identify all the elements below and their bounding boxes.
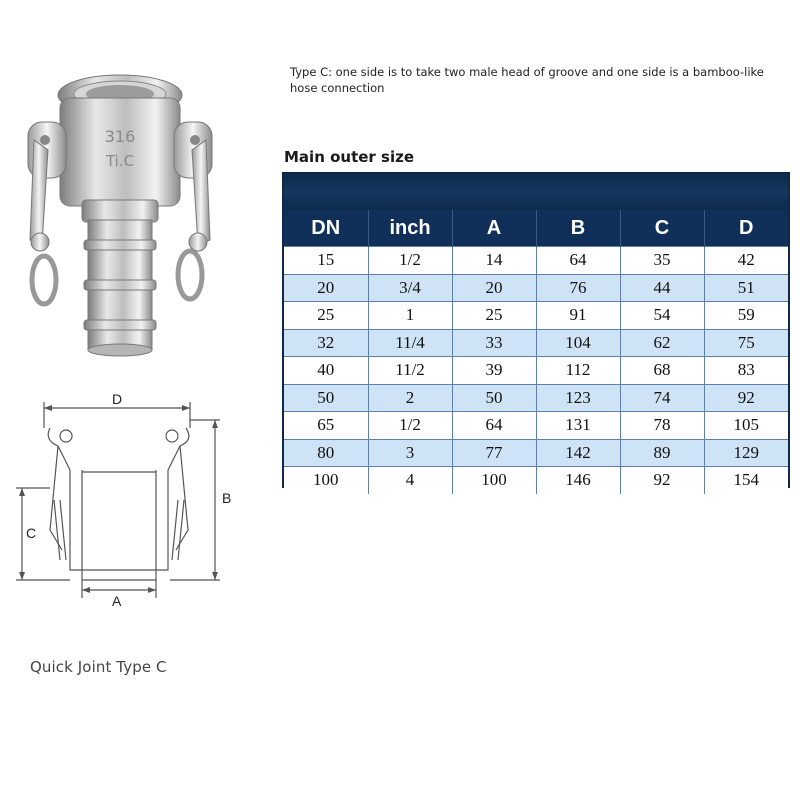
cell: 83 (704, 357, 788, 385)
cell: 154 (704, 467, 788, 494)
header-b: B (536, 210, 620, 247)
cell: 123 (536, 384, 620, 412)
cell: 25 (284, 302, 368, 330)
table-row (284, 274, 788, 302)
cell: 92 (620, 467, 704, 494)
cell: 33 (452, 329, 536, 357)
cell: 112 (536, 357, 620, 385)
cell: 1/2 (368, 412, 452, 440)
cell: 20 (452, 274, 536, 302)
table-row (284, 302, 788, 330)
cell: 50 (452, 384, 536, 412)
table-header-band (284, 174, 788, 210)
label-a: A (112, 593, 122, 609)
cell: 105 (704, 412, 788, 440)
cell: 65 (284, 412, 368, 440)
label-c: C (26, 525, 37, 541)
size-table (282, 172, 790, 488)
cell: 77 (452, 439, 536, 467)
cell: 80 (284, 439, 368, 467)
cell: 64 (452, 412, 536, 440)
cell: 15 (284, 247, 368, 275)
cell: 51 (704, 274, 788, 302)
cell: 76 (536, 274, 620, 302)
cell: 68 (620, 357, 704, 385)
type-description: Type C: one side is to take two male head of groove and one side is a bamboo-like hose connection (290, 65, 764, 95)
cell: 89 (620, 439, 704, 467)
cell: 25 (452, 302, 536, 330)
table-row (284, 384, 788, 412)
cell: 44 (620, 274, 704, 302)
size-table-title: Main outer size (284, 148, 415, 166)
cell: 62 (620, 329, 704, 357)
cell: 3/4 (368, 274, 452, 302)
label-d: D (112, 391, 123, 407)
cell: 100 (284, 467, 368, 494)
cell: 35 (620, 247, 704, 275)
figure-caption: Quick Joint Type C (30, 658, 167, 676)
cell: 42 (704, 247, 788, 275)
cell: 14 (452, 247, 536, 275)
table-row (284, 357, 788, 385)
engraving-tic: Ti.C (105, 152, 135, 170)
cell: 74 (620, 384, 704, 412)
cell: 78 (620, 412, 704, 440)
cell: 1/2 (368, 247, 452, 275)
header-c: C (620, 210, 704, 247)
cell: 11/4 (368, 329, 452, 357)
cell: 104 (536, 329, 620, 357)
cell: 146 (536, 467, 620, 494)
cell: 75 (704, 329, 788, 357)
cell: 54 (620, 302, 704, 330)
cell: 32 (284, 329, 368, 357)
table-row (284, 329, 788, 357)
engraving-316: 316 (104, 127, 136, 146)
cell: 4 (368, 467, 452, 494)
cell: 40 (284, 357, 368, 385)
cell: 2 (368, 384, 452, 412)
cell: 20 (284, 274, 368, 302)
cell: 131 (536, 412, 620, 440)
header-a: A (452, 210, 536, 247)
header-d: D (704, 210, 788, 247)
cell: 91 (536, 302, 620, 330)
cell: 1 (368, 302, 452, 330)
dimension-drawing (10, 380, 230, 620)
cell: 142 (536, 439, 620, 467)
coupler-photo (20, 70, 215, 370)
cell: 50 (284, 384, 368, 412)
header-inch: inch (368, 210, 452, 247)
cell: 129 (704, 439, 788, 467)
cell: 59 (704, 302, 788, 330)
cell: 3 (368, 439, 452, 467)
cell: 64 (536, 247, 620, 275)
cell: 39 (452, 357, 536, 385)
cell: 92 (704, 384, 788, 412)
header-dn: DN (284, 210, 368, 247)
table-row (284, 467, 788, 494)
cell: 11/2 (368, 357, 452, 385)
table-row (284, 439, 788, 467)
table-row (284, 412, 788, 440)
table-header-row (284, 210, 788, 247)
table-row (284, 247, 788, 275)
label-b: B (222, 490, 232, 506)
cell: 100 (452, 467, 536, 494)
